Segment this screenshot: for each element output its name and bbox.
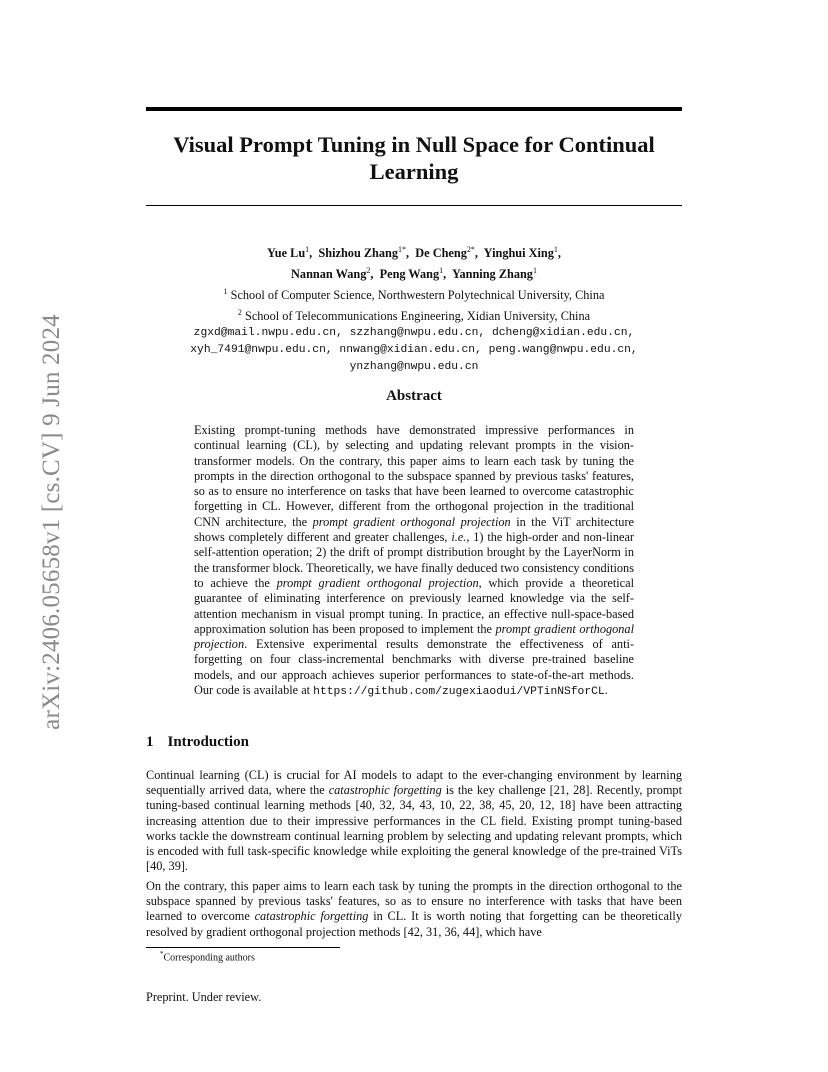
author-name: Nannan Wang [291, 267, 367, 282]
footnote: *Corresponding authors [160, 950, 255, 964]
author-name: Peng Wang [379, 267, 440, 282]
intro-paragraph-2: On the contrary, this paper aims to learn each task by tuning the prompts in the direction orthogonal to the subspace spanned by previous tasks' features, so as to ensure no interference with tasks that have been learned to overcome catastrophic forgetting in CL. It is worth noting that forgetting can be theoretically resolved by gradient orthogonal projection methods [42, 31, 36, 44], which have [146, 879, 682, 939]
arxiv-identifier: arXiv:2406.05658v1 [cs.CV] 9 Jun 2024 [38, 314, 65, 730]
author-affiliation-mark: 1 [305, 245, 310, 254]
author-affiliation-mark: 1 [532, 266, 537, 276]
affiliation-1: $^1$ School of Computer Science, Northwestern Polytechnical University, China [223, 287, 605, 303]
email-line: ynzhang@nwpu.edu.cn [349, 361, 479, 374]
author-affiliation-mark: 1 [439, 266, 444, 276]
section-number: 1 [146, 734, 154, 750]
preprint-notice: Preprint. Under review. [146, 990, 262, 1004]
abstract-heading: Abstract [386, 388, 442, 404]
code-url-link[interactable]: https://github.com/zugexiaodui/VPTinNSforCL [313, 686, 605, 699]
author-line-1: Yue Lu$^1$, Shizhou Zhang$^{1*}$, De Cheng$^{2*}$, Yinghui Xing$^1$, [267, 245, 561, 261]
author-line-2: Nannan Wang$^2$, Peng Wang$^1$, Yanning Zhang$^1$ [291, 266, 537, 282]
author-affiliation-mark: 2 [366, 266, 371, 276]
title-top-rule [146, 107, 682, 111]
author-name: Shizhou Zhang [318, 246, 399, 261]
footnote-rule [146, 947, 340, 948]
title-bottom-rule [146, 205, 682, 206]
section-heading-introduction [146, 734, 249, 751]
author-affiliation-mark: 1* [398, 245, 407, 254]
abstract-text: Existing prompt-tuning methods have demonstrated impressive performances in continual learning (CL), by selecting and updating relevant prompts in the vision-transformer models. On the contrary, this paper aims to learn each task by tuning the prompts in the direction orthogonal to the subspace spanned by previous tasks' features, so as to ensure no interference on tasks that have been learned to overcome catastrophic forgetting in CL. However, different from the orthogonal projection in the traditional CNN architecture, the prompt gradient orthogonal projection in the ViT architecture shows completely different and greater challenges, i.e., 1) the high-order and non-linear self-attention operation; 2) the drift of prompt distribution brought by the LayerNorm in the transformer block. Theoretically, we have finally deduced two consistency conditions to achieve the prompt gradient orthogonal projection, which provide a theoretical guarantee of eliminating interference on previously learned knowledge via the self-attention mechanism in visual prompt tuning. In practice, an effective null-space-based approximation solution has been proposed to implement the prompt gradient orthogonal projection. Extensive experimental results demonstrate the effectiveness of anti-forgetting on four class-incremental benchmarks with diverse pre-trained baseline models, and our approach achieves superior performances to state-of-the-art methods. Our code is available at https://github.com/zugexiaodui/VPTinNSforCL. [194, 423, 635, 699]
paper-title: Visual Prompt Tuning in Null Space for Continual Learning [173, 132, 655, 184]
author-name: Yinghui Xing [483, 246, 554, 261]
author-affiliation-mark: 1 [553, 245, 558, 254]
author-name: Yanning Zhang [451, 267, 533, 282]
section-title: Introduction [167, 734, 249, 750]
author-affiliation-mark: 2* [466, 245, 475, 254]
email-line: zgxd@mail.nwpu.edu.cn, szzhang@nwpu.edu.cn, dcheng@xidian.edu.cn, [193, 327, 635, 340]
email-line: xyh_7491@nwpu.edu.cn, nnwang@xidian.edu.cn, peng.wang@nwpu.edu.cn, [190, 344, 638, 357]
author-name: Yue Lu [267, 246, 306, 261]
intro-paragraph-1: Continual learning (CL) is crucial for AI models to adapt to the ever-changing environment by learning sequentially arrived data, where the catastrophic forgetting is the key challenge [21, 28]. Recently, prompt tuning-based continual learning methods [40, 32, 34, 43, 10, 22, 38, 45, 20, 12, 18] have been attracting increasing attention due to their impressive performances in the CL field. Existing prompt tuning-based works tackle the downstream continual learning problem by selecting and updating relevant prompts, which is encoded with full task-specific knowledge while exploiting the general knowledge of the pre-trained ViTs [40, 39]. [146, 768, 682, 874]
author-block [146, 241, 682, 376]
affiliation-2: $^2$ School of Telecommunications Engineering, Xidian University, China [237, 308, 591, 324]
author-name: De Cheng [415, 246, 467, 261]
